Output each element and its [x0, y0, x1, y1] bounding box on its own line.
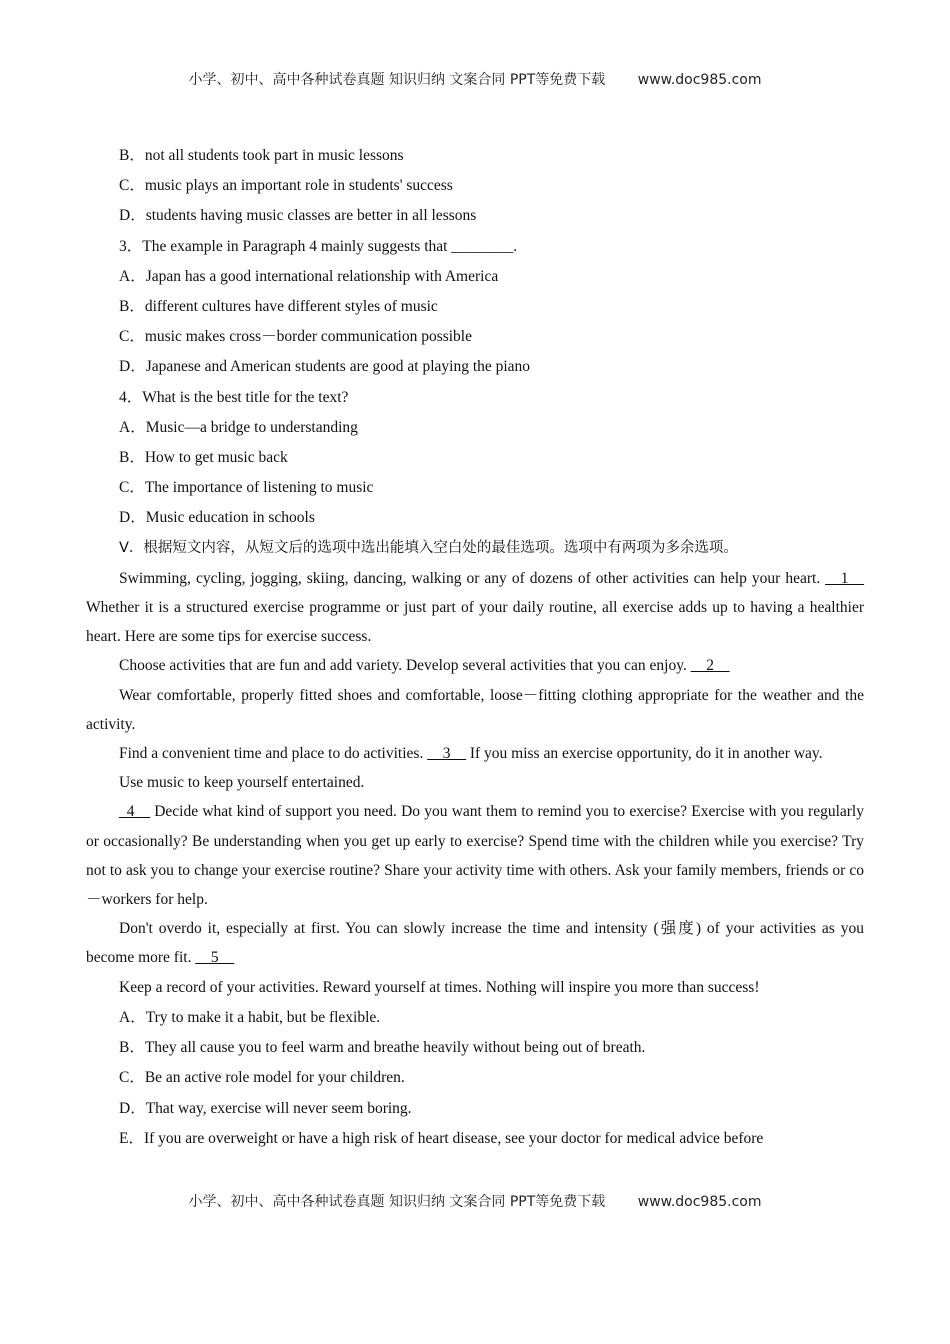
- v-option-a: A．Try to make it a habit, but be flexible.: [119, 1008, 381, 1026]
- q3-option-a: A．Japan has a good international relationship with America: [119, 267, 499, 285]
- q3-option-b: B．different cultures have different styles of music: [119, 298, 438, 316]
- header-text: 小学、初中、高中各种试卷真题 知识归纳 文案合同 PPT等免费下载: [188, 72, 606, 88]
- paragraph-text: If you miss an exercise opportunity, do it in another way.: [465, 745, 823, 763]
- passage-paragraph-7: [86, 914, 864, 972]
- paragraph-text: Don't overdo it, especially at first. You can slowly increase the time and intensity (强度) of your activities as you become more fit.: [86, 920, 864, 967]
- footer-site-link[interactable]: www.doc985.com: [637, 1194, 762, 1210]
- q4-option-c: C．The importance of listening to music: [119, 479, 374, 497]
- blank-4: _4__: [119, 803, 150, 821]
- q4-stem: 4．What is the best title for the text?: [119, 388, 349, 406]
- q4-option-a: A．Music—a bridge to understanding: [119, 418, 358, 436]
- v-option-b: B．They all cause you to feel warm and breathe heavily without being out of breath.: [119, 1039, 646, 1057]
- document-body: [86, 140, 864, 1154]
- paragraph-text: Find a convenient time and place to do activities.: [119, 745, 428, 763]
- v-option-d: D．That way, exercise will never seem boring.: [119, 1099, 412, 1117]
- passage-paragraph-6: [86, 797, 864, 914]
- passage-paragraph-1: [86, 564, 864, 652]
- q2-option-c: C．music plays an important role in students' success: [119, 177, 453, 195]
- section-v-instruction: V．根据短文内容，从短文后的选项中选出能填入空白处的最佳选项。选项中有两项为多余选项。: [119, 539, 738, 556]
- v-option-e: E．If you are overweight or have a high risk of heart disease, see your doctor for medical advice before: [119, 1129, 764, 1147]
- passage-paragraph-2: [86, 651, 864, 680]
- passage-paragraph-5: Use music to keep yourself entertained.: [119, 774, 365, 792]
- q2-option-d: D．students having music classes are better in all lessons: [119, 207, 477, 225]
- blank-5: __5__: [195, 949, 235, 967]
- q4-option-d: D．Music education in schools: [119, 509, 315, 527]
- blank-2: __2__: [690, 657, 730, 675]
- q2-option-b: B．not all students took part in music lessons: [119, 147, 404, 164]
- passage-paragraph-8: Keep a record of your activities. Reward yourself at times. Nothing will inspire you more than success!: [119, 978, 760, 996]
- footer-text: 小学、初中、高中各种试卷真题 知识归纳 文案合同 PPT等免费下载: [188, 1194, 606, 1210]
- passage-paragraph-4: [86, 739, 864, 768]
- blank-3: __3__: [427, 745, 466, 763]
- page-footer: [0, 1191, 950, 1211]
- passage-paragraph-3: Wear comfortable, properly fitted shoes and comfortable, loose－fitting clothing appropriate for the weather and the activity.: [86, 686, 864, 733]
- paragraph-text: Swimming, cycling, jogging, skiing, dancing, walking or any of dozens of other activities can help your heart.: [119, 569, 826, 587]
- header-site-link[interactable]: www.doc985.com: [637, 72, 762, 88]
- q3-option-d: D．Japanese and American students are good at playing the piano: [119, 358, 531, 376]
- q3-stem: 3．The example in Paragraph 4 mainly suggests that ________.: [119, 237, 518, 255]
- v-option-c: C．Be an active role model for your children.: [119, 1069, 405, 1087]
- q4-option-b: B．How to get music back: [119, 449, 288, 467]
- paragraph-text: Whether it is a structured exercise programme or just part of your daily routine, all exercise adds up to having a healthier heart. Here are some tips for exercise success.: [86, 599, 864, 646]
- blank-1: __1__: [825, 569, 864, 587]
- page-header: [0, 69, 950, 89]
- paragraph-text: Choose activities that are fun and add variety. Develop several activities that you can enjoy.: [119, 657, 691, 675]
- paragraph-text: Decide what kind of support you need. Do you want them to remind you to exercise? Exercise with you regularly or occasionally? Be understanding when you get up early to exercise? Spend time with the children while you exercise? Try not to ask you to change your exercise routine? Share your activity time with others. Ask your family members, friends or co－workers for help.: [86, 803, 864, 909]
- q3-option-c: C．music makes cross－border communication possible: [119, 328, 472, 346]
